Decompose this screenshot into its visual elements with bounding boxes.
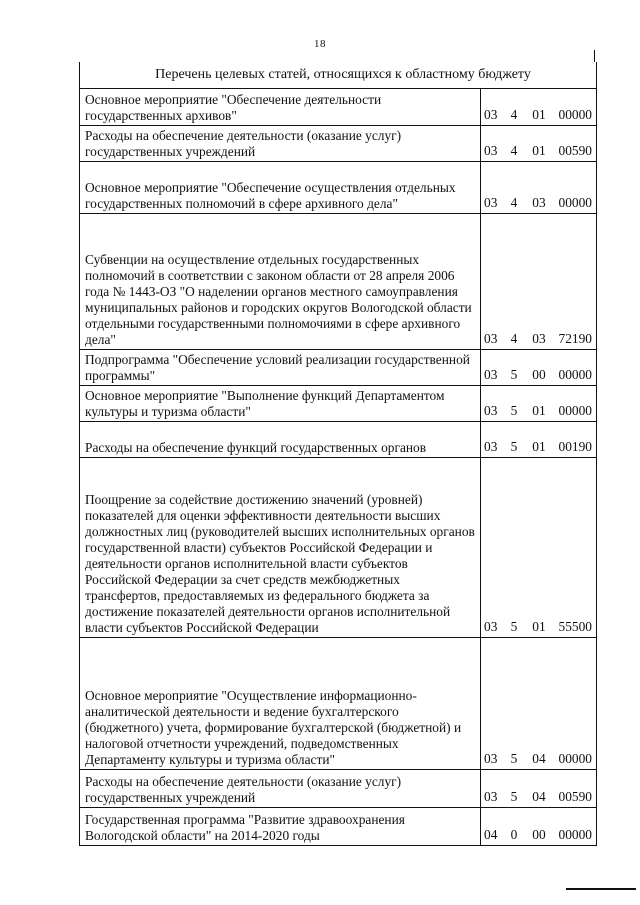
page-number: 18 — [314, 38, 326, 50]
code-main-event: 01 — [532, 106, 546, 122]
code-subprogram: 4 — [510, 330, 518, 346]
row-code — [481, 161, 597, 213]
margin-mark-bottom — [566, 888, 636, 890]
code-direction: 00190 — [558, 438, 592, 454]
row-code — [481, 385, 597, 421]
code-direction: 00000 — [558, 402, 592, 418]
row-title: Подпрограмма "Обеспечение условий реализации государственной программы" — [80, 349, 481, 385]
code-program: 03 — [484, 618, 498, 634]
code-main-event: 03 — [532, 194, 546, 210]
row-code — [481, 637, 597, 769]
code-program: 03 — [484, 142, 498, 158]
table-row — [80, 457, 596, 637]
row-title: Основное мероприятие "Осуществление информационно-аналитической деятельности и ведение бухгалтерского (бюджетного) учета, формирование бухгалтерской (бюджетной) и налоговой отчетности учреждений, подведомственных Департаменту культуры и туризма области" — [80, 637, 481, 769]
table-row — [80, 213, 596, 349]
code-subprogram: 0 — [510, 826, 518, 842]
code-main-event: 01 — [532, 402, 546, 418]
code-direction: 55500 — [558, 618, 592, 634]
code-subprogram: 5 — [510, 788, 518, 804]
code-program: 03 — [484, 750, 498, 766]
row-code — [481, 89, 597, 125]
row-code — [481, 125, 597, 161]
row-title: Субвенции на осуществление отдельных государственных полномочий в соответствии с законом области от 28 апреля 2006 года № 1443-ОЗ "О наделении органов местного самоуправления муниципальных районов и городских округов Вологодской области отдельными государственными полномочиями в сфере архивного дела" — [80, 213, 481, 349]
code-subprogram: 5 — [510, 618, 518, 634]
code-main-event: 03 — [532, 330, 546, 346]
code-program: 04 — [484, 826, 498, 842]
code-subprogram: 5 — [510, 366, 518, 382]
code-subprogram: 5 — [510, 750, 518, 766]
row-code — [481, 457, 597, 637]
code-direction: 00000 — [558, 194, 592, 210]
row-code — [481, 807, 597, 845]
row-title: Расходы на обеспечение деятельности (оказание услуг) государственных учреждений — [80, 769, 481, 807]
row-title: Государственная программа "Развитие здравоохранения Вологодской области" на 2014-2020 годы — [80, 807, 481, 845]
code-program: 03 — [484, 106, 498, 122]
code-subprogram: 4 — [510, 106, 518, 122]
code-direction: 00000 — [558, 106, 592, 122]
row-title: Основное мероприятие "Обеспечение осуществления отдельных государственных полномочий в сфере архивного дела" — [80, 161, 481, 213]
code-subprogram: 4 — [510, 142, 518, 158]
code-subprogram: 5 — [510, 402, 518, 418]
code-direction: 00590 — [558, 142, 592, 158]
code-direction: 00000 — [558, 366, 592, 382]
code-program: 03 — [484, 330, 498, 346]
code-main-event: 01 — [532, 142, 546, 158]
code-main-event: 04 — [532, 750, 546, 766]
table-row — [80, 125, 596, 161]
code-direction: 00590 — [558, 788, 592, 804]
table-row — [80, 637, 596, 769]
row-title: Расходы на обеспечение деятельности (оказание услуг) государственных учреждений — [80, 125, 481, 161]
table-body — [80, 89, 596, 846]
table-row — [80, 421, 596, 457]
table-row — [80, 385, 596, 421]
table-row — [80, 89, 596, 125]
code-direction: 00000 — [558, 750, 592, 766]
code-main-event: 01 — [532, 618, 546, 634]
row-code — [481, 213, 597, 349]
code-program: 03 — [484, 366, 498, 382]
code-subprogram: 5 — [510, 438, 518, 454]
row-title: Основное мероприятие "Обеспечение деятельности государственных архивов" — [80, 89, 481, 125]
code-program: 03 — [484, 788, 498, 804]
code-direction: 72190 — [558, 330, 592, 346]
row-code — [481, 421, 597, 457]
table-row — [80, 349, 596, 385]
row-code — [481, 349, 597, 385]
table-row — [80, 769, 596, 807]
code-subprogram: 4 — [510, 194, 518, 210]
margin-mark-top — [594, 50, 595, 62]
row-title: Основное мероприятие "Выполнение функций Департаментом культуры и туризма области" — [80, 385, 481, 421]
target-articles-table — [79, 62, 597, 846]
row-title: Расходы на обеспечение функций государственных органов — [80, 421, 481, 457]
table-title: Перечень целевых статей, относящихся к областному бюджету — [80, 62, 596, 89]
code-main-event: 04 — [532, 788, 546, 804]
code-program: 03 — [484, 438, 498, 454]
code-program: 03 — [484, 402, 498, 418]
code-program: 03 — [484, 194, 498, 210]
row-code — [481, 769, 597, 807]
code-main-event: 01 — [532, 438, 546, 454]
code-main-event: 00 — [532, 826, 546, 842]
row-title: Поощрение за содействие достижению значений (уровней) показателей для оценки эффективности деятельности высших должностных лиц (руководителей высших исполнительных органов государственной власти) субъектов Российской Федерации и деятельности органов исполнительной власти субъектов Российской Федерации за счет средств межбюджетных трансфертов, предоставляемых из федерального бюджета за достижение показателей деятельности органов исполнительной власти субъектов Российской Федерации — [80, 457, 481, 637]
code-main-event: 00 — [532, 366, 546, 382]
table-row — [80, 807, 596, 845]
code-direction: 00000 — [558, 826, 592, 842]
table-row — [80, 161, 596, 213]
